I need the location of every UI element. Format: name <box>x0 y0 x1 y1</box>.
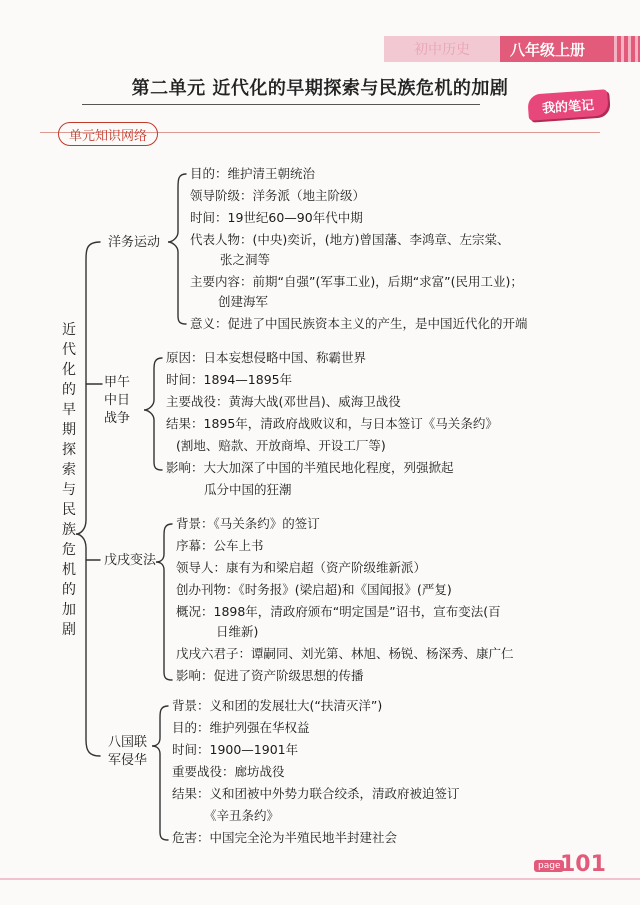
subject-tab-label: 初中历史 <box>414 42 470 58</box>
yangwu-item-content-cont: 创建海军 <box>218 294 269 309</box>
branch-yangwu: 洋务运动 <box>108 235 161 250</box>
yangwu-item-people-cont: 张之洞等 <box>220 252 271 267</box>
wuxu-item-impact: 影响：促进了资产阶级思想的传播 <box>176 668 364 683</box>
baguo-item-time: 时间：1900—1901年 <box>172 742 299 757</box>
wuxu-item-overview-cont: 日维新) <box>216 624 259 639</box>
jiawu-item-cause: 原因：日本妄想侵略中国、称霸世界 <box>166 350 367 365</box>
branch-wuxu: 戊戌变法 <box>104 553 157 568</box>
wuxu-item-overview: 概况：1898年，清政府颁布“明定国是”诏书，宣布变法(百 <box>176 604 501 619</box>
wuxu-item-publications: 创办刊物：《时务报》(梁启超)和《国闻报》(严复) <box>176 582 452 597</box>
jiawu-item-result-cont: (割地、赔款、开放商埠、开设工厂等) <box>176 438 386 453</box>
jiawu-item-battles: 主要战役：黄海大战(邓世昌)、威海卫战役 <box>166 394 401 409</box>
subject-tab <box>384 36 500 62</box>
yangwu-item-content: 主要内容：前期“自强”(军事工业)，后期“求富”(民用工业)； <box>190 274 523 289</box>
baguo-item-battle: 重要战役：廊坊战役 <box>172 764 285 779</box>
baguo-item-background: 背景：义和团的发展壮大(“扶清灭洋”) <box>172 698 383 713</box>
yangwu-item-significance: 意义：促进了中国民族资本主义的产生，是中国近代化的开端 <box>190 316 528 331</box>
jiawu-item-impact-cont: 瓜分中国的狂潮 <box>204 482 292 497</box>
wuxu-item-leaders: 领导人：康有为和梁启超（资产阶级维新派） <box>176 560 427 575</box>
title-underline <box>82 104 480 105</box>
yangwu-item-purpose: 目的：维护清王朝统治 <box>190 166 316 181</box>
baguo-item-result: 结果：义和团被中外势力联合绞杀，清政府被迫签订 <box>172 786 460 801</box>
branch-baguo: 八国联军侵华 <box>108 735 148 768</box>
note-badge: 我的笔记 <box>527 89 609 121</box>
jiawu-item-time: 时间：1894—1895年 <box>166 372 293 387</box>
page-title: 第二单元 近代化的早期探索与民族危机的加剧 <box>131 78 509 99</box>
yangwu-item-class: 领导阶级：洋务派（地主阶级） <box>190 188 366 203</box>
baguo-item-purpose: 目的：维护列强在华权益 <box>172 720 310 735</box>
page-label: page <box>534 860 564 872</box>
grade-label: 八年级上册 <box>510 40 586 59</box>
yangwu-item-people: 代表人物：(中央)奕䜣，(地方)曾国藩、李鸿章、左宗棠、 <box>190 232 510 247</box>
wuxu-item-six-gentlemen: 戊戌六君子：谭嗣同、刘光第、林旭、杨锐、杨深秀、康广仁 <box>176 646 514 661</box>
page-number: 101 <box>560 852 606 877</box>
wuxu-item-background: 背景：《马关条约》的签订 <box>176 516 320 531</box>
header-stripes <box>610 36 640 62</box>
branch-jiawu: 甲午中日战争 <box>104 375 131 426</box>
yangwu-item-time: 时间：19世纪60—90年代中期 <box>190 210 363 225</box>
baguo-item-harm: 危害：中国完全沦为半殖民地半封建社会 <box>172 830 398 845</box>
footer-bar <box>0 878 640 880</box>
wuxu-item-prelude: 序幕：公车上书 <box>176 538 264 553</box>
section-label: 单元知识网络 <box>58 122 158 146</box>
mindmap-root: 近代化的早期探索与民族危机的加剧 <box>62 322 76 638</box>
baguo-item-result-cont: 《辛丑条约》 <box>204 808 280 823</box>
jiawu-item-result: 结果：1895年，清政府战败议和，与日本签订《马关条约》 <box>166 416 498 431</box>
jiawu-item-impact: 影响：大大加深了中国的半殖民地化程度，列强掀起 <box>166 460 454 475</box>
